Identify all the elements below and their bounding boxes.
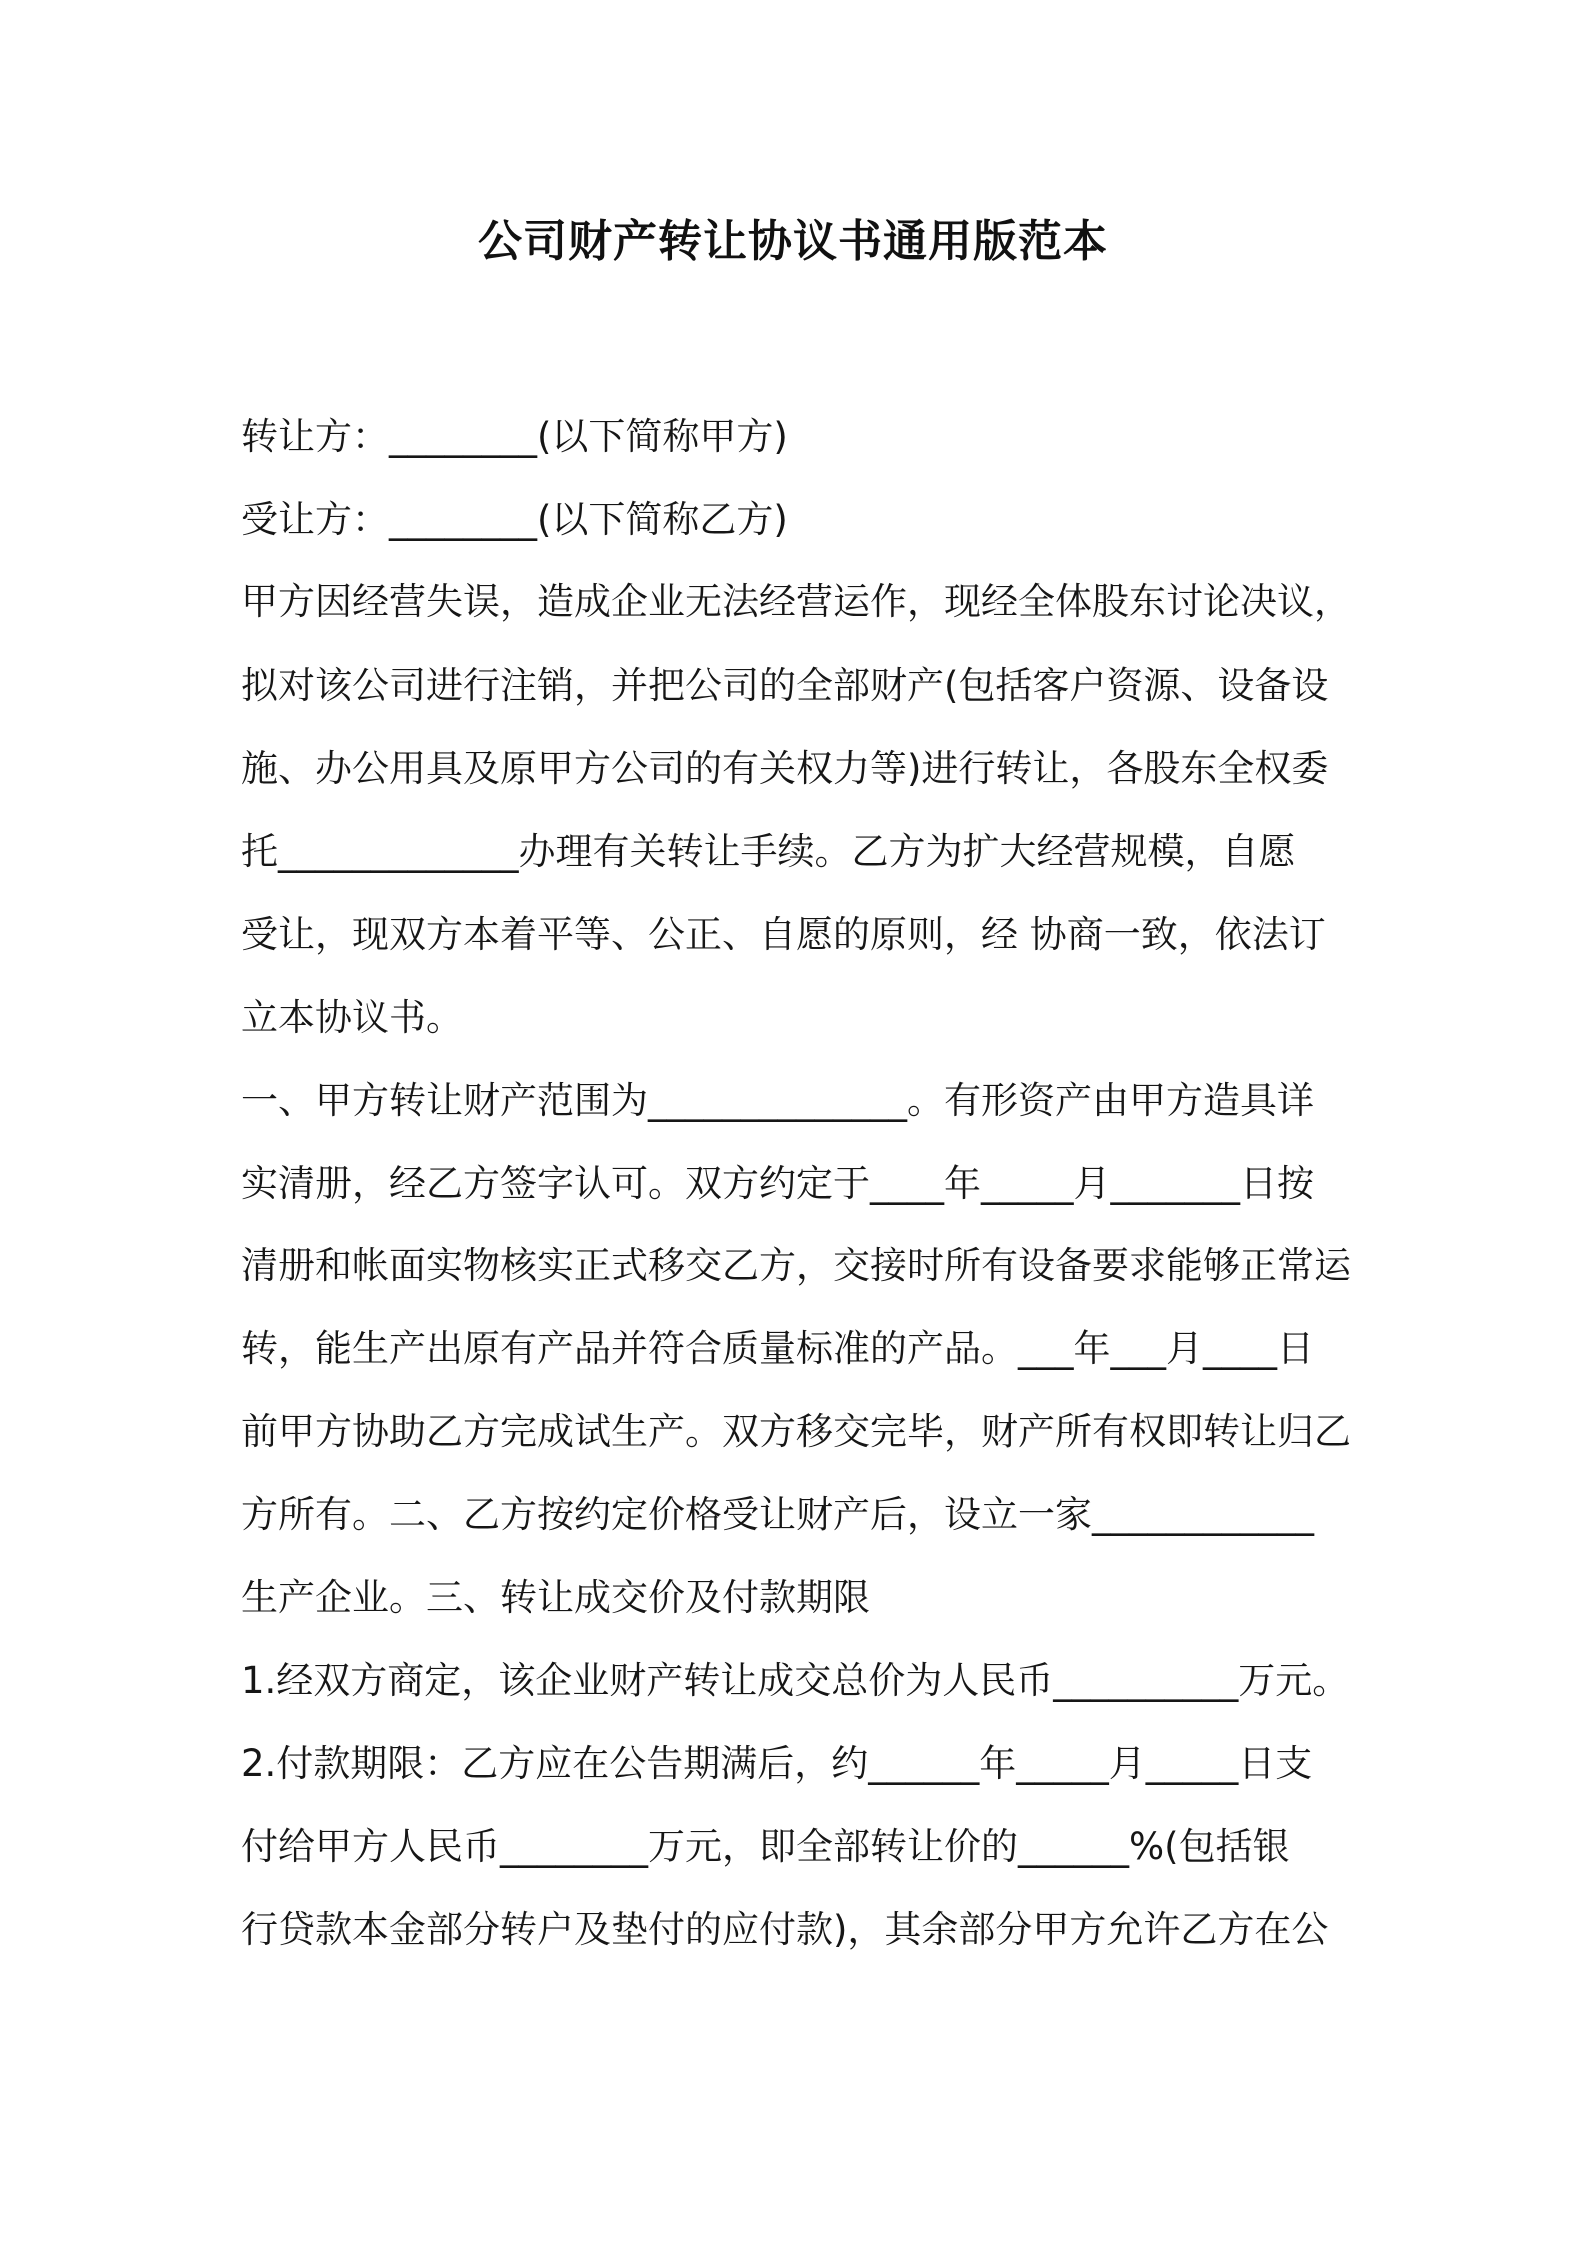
document-line: 1.经双方商定，该企业财产转让成交总价为人民币__________万元。	[241, 1659, 1350, 1702]
document-line: 付给甲方人民币________万元，即全部转让价的______%(包括银	[241, 1825, 1290, 1868]
document-line: 转，能生产出原有产品并符合质量标准的产品。___年___月____日	[241, 1327, 1314, 1370]
document-line: 2.付款期限：乙方应在公告期满后，约______年_____月_____日支	[241, 1742, 1313, 1785]
document-line: 立本协议书。	[241, 996, 463, 1039]
document-line: 受让，现双方本着平等、公正、自愿的原则，经 协商一致，依法订	[241, 913, 1326, 956]
document-line: 施、办公用具及原甲方公司的有关权力等)进行转让，各股东全权委	[241, 747, 1329, 790]
document-line: 行贷款本金部分转户及垫付的应付款)，其余部分甲方允许乙方在公	[241, 1908, 1329, 1951]
document-line: 方所有。二、乙方按约定价格受让财产后，设立一家____________	[241, 1493, 1314, 1536]
document-line: 前甲方协助乙方完成试生产。双方移交完毕，财产所有权即转让归乙	[241, 1410, 1351, 1453]
document-line: 受让方：________(以下简称乙方)	[241, 498, 788, 541]
document-line: 托_____________办理有关转让手续。乙方为扩大经营规模，自愿	[241, 830, 1296, 873]
document-line: 拟对该公司进行注销，并把公司的全部财产(包括客户资源、设备设	[241, 664, 1329, 707]
document-line: 转让方：________(以下简称甲方)	[241, 415, 788, 458]
document-line: 生产企业。三、转让成交价及付款期限	[241, 1576, 870, 1619]
document-line: 实清册，经乙方签字认可。双方约定于____年_____月_______日按	[241, 1162, 1314, 1205]
document-line: 甲方因经营失误，造成企业无法经营运作，现经全体股东讨论决议，	[241, 580, 1351, 623]
document-line: 清册和帐面实物核实正式移交乙方，交接时所有设备要求能够正常运	[241, 1244, 1351, 1287]
document-title: 公司财产转让协议书通用版范本	[478, 216, 1108, 267]
document-line: 一、甲方转让财产范围为______________。有形资产由甲方造具详	[241, 1079, 1314, 1122]
